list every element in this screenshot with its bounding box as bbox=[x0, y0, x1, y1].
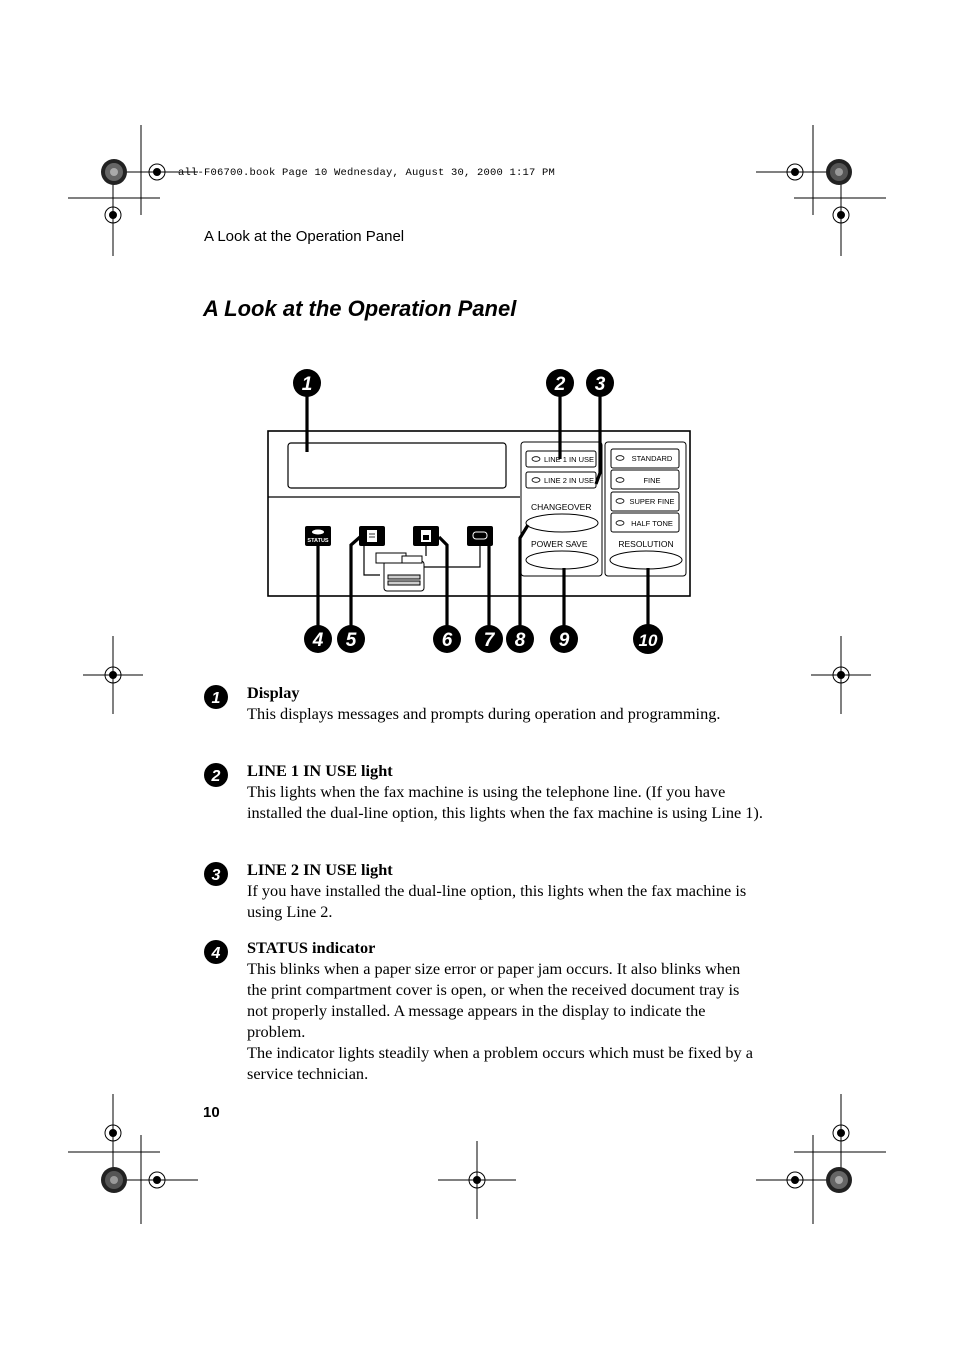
resolution-label: RESOLUTION bbox=[618, 539, 674, 549]
number-badge bbox=[203, 684, 231, 712]
svg-text:4: 4 bbox=[312, 630, 324, 651]
svg-text:7: 7 bbox=[483, 630, 495, 651]
standard-label: STANDARD bbox=[631, 454, 673, 463]
svg-text:2: 2 bbox=[211, 768, 221, 785]
display-window bbox=[288, 443, 506, 488]
svg-text:8: 8 bbox=[514, 630, 526, 651]
svg-text:9: 9 bbox=[558, 630, 570, 651]
status-label: STATUS bbox=[307, 538, 329, 544]
callout-3 bbox=[586, 369, 614, 397]
changeover-key bbox=[526, 514, 598, 532]
number-badge bbox=[203, 762, 231, 790]
callout-5 bbox=[337, 625, 365, 653]
svg-text:2: 2 bbox=[554, 374, 566, 395]
svg-text:3: 3 bbox=[211, 867, 221, 884]
svg-text:10: 10 bbox=[638, 631, 658, 650]
description-item bbox=[203, 682, 763, 724]
description-body-continued: The indicator lights steadily when a problem occurs which must be fixed by a service technician. bbox=[247, 1043, 753, 1083]
running-head: A Look at the Operation Panel bbox=[204, 228, 405, 245]
description-item bbox=[203, 937, 763, 1084]
print-info: all-F06700.book Page 10 Wednesday, August 30, 2000 1:17 PM bbox=[178, 167, 556, 179]
line2-label: LINE 2 IN USE bbox=[544, 476, 595, 485]
description-body: This blinks when a paper size error or paper jam occurs. It also blinks when the print compartment cover is open, or when the received document tray is not properly installed. A message appears in the display to indicate the problem. bbox=[247, 959, 741, 1041]
description-item bbox=[203, 760, 763, 823]
callout-2 bbox=[546, 369, 574, 397]
number-badge bbox=[203, 939, 231, 967]
line1-label: LINE 1 IN USE bbox=[544, 455, 595, 464]
page-number: 10 bbox=[203, 1104, 220, 1121]
description-title: LINE 2 IN USE light bbox=[247, 860, 393, 879]
key-7-icon bbox=[467, 526, 493, 546]
svg-text:1: 1 bbox=[301, 374, 313, 395]
callout-9 bbox=[550, 625, 578, 653]
section-title: A Look at the Operation Panel bbox=[203, 296, 517, 321]
callout-6 bbox=[433, 625, 461, 653]
description-item bbox=[203, 859, 763, 922]
super-fine-label: SUPER FINE bbox=[629, 497, 675, 506]
description-title: LINE 1 IN USE light bbox=[247, 761, 393, 780]
description-title: STATUS indicator bbox=[247, 938, 376, 957]
svg-text:1: 1 bbox=[211, 690, 221, 707]
description-body: If you have installed the dual-line option, this lights when the fax machine is using Line 2. bbox=[247, 881, 747, 921]
svg-text:4: 4 bbox=[211, 945, 221, 962]
resolution-key bbox=[610, 551, 682, 569]
svg-text:5: 5 bbox=[345, 630, 357, 651]
number-badge bbox=[203, 861, 231, 889]
changeover-label: CHANGEOVER bbox=[531, 502, 592, 512]
callout-7 bbox=[475, 625, 503, 653]
svg-text:6: 6 bbox=[441, 630, 453, 651]
power-save-label: POWER SAVE bbox=[531, 539, 588, 549]
callout-10 bbox=[633, 624, 663, 654]
description-body: This displays messages and prompts during operation and programming. bbox=[247, 704, 721, 723]
power-save-key bbox=[526, 551, 598, 569]
callout-1 bbox=[293, 369, 321, 397]
fine-label: FINE bbox=[643, 476, 661, 485]
description-title: Display bbox=[247, 683, 300, 702]
callout-4 bbox=[304, 625, 332, 653]
callout-8 bbox=[506, 625, 534, 653]
half-tone-label: HALF TONE bbox=[631, 519, 673, 528]
description-body: This lights when the fax machine is using the telephone line. (If you have installed the dual-line option, this lights when the fax machine is using Line 1). bbox=[247, 782, 763, 822]
svg-text:3: 3 bbox=[594, 374, 606, 395]
